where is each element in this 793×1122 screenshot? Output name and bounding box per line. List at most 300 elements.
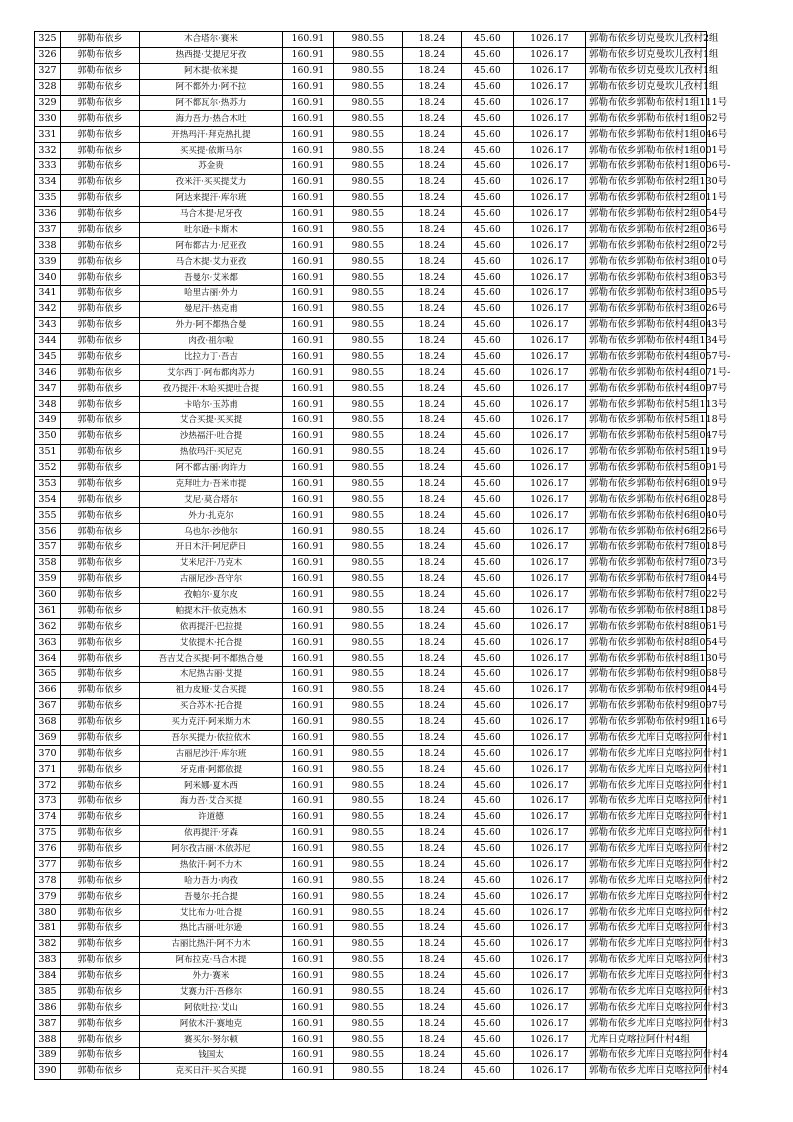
value-cell: 18.24 xyxy=(403,63,462,79)
township-cell: 郭勒布依乡 xyxy=(61,524,140,540)
table-row xyxy=(35,413,707,429)
value-cell: 45.60 xyxy=(462,317,514,333)
township-cell: 郭勒布依乡 xyxy=(61,794,140,810)
value-cell: 160.91 xyxy=(283,206,334,222)
value-cell: 980.55 xyxy=(334,936,403,952)
table-row xyxy=(35,397,707,413)
row-number: 362 xyxy=(35,619,61,635)
township-cell: 郭勒布依乡 xyxy=(61,555,140,571)
value-cell: 18.24 xyxy=(403,1063,462,1079)
township-cell: 郭勒布依乡 xyxy=(61,809,140,825)
address-cell: 郭勒布依乡尤库日克喀拉阿什村3 xyxy=(586,952,707,968)
township-cell: 郭勒布依乡 xyxy=(61,857,140,873)
row-number: 344 xyxy=(35,333,61,349)
name-cell: 热依汗·阿不力木 xyxy=(140,857,283,873)
value-cell: 1026.17 xyxy=(514,381,586,397)
value-cell: 160.91 xyxy=(283,365,334,381)
address-cell: 郭勒布依乡切克曼坎儿孜村2组 xyxy=(586,32,707,48)
value-cell: 1026.17 xyxy=(514,238,586,254)
row-number: 376 xyxy=(35,841,61,857)
table-row xyxy=(35,873,707,889)
table-row xyxy=(35,428,707,444)
name-cell: 热西提·艾提尼牙孜 xyxy=(140,47,283,63)
value-cell: 45.60 xyxy=(462,79,514,95)
value-cell: 980.55 xyxy=(334,841,403,857)
row-number: 335 xyxy=(35,190,61,206)
township-cell: 郭勒布依乡 xyxy=(61,222,140,238)
township-cell: 郭勒布依乡 xyxy=(61,143,140,159)
value-cell: 160.91 xyxy=(283,936,334,952)
value-cell: 980.55 xyxy=(334,270,403,286)
township-cell: 郭勒布依乡 xyxy=(61,79,140,95)
row-number: 390 xyxy=(35,1063,61,1079)
value-cell: 45.60 xyxy=(462,174,514,190)
value-cell: 45.60 xyxy=(462,809,514,825)
value-cell: 980.55 xyxy=(334,984,403,1000)
value-cell: 18.24 xyxy=(403,635,462,651)
township-cell: 郭勒布依乡 xyxy=(61,301,140,317)
value-cell: 160.91 xyxy=(283,968,334,984)
value-cell: 45.60 xyxy=(462,746,514,762)
value-cell: 980.55 xyxy=(334,921,403,937)
township-cell: 郭勒布依乡 xyxy=(61,47,140,63)
value-cell: 45.60 xyxy=(462,206,514,222)
township-cell: 郭勒布依乡 xyxy=(61,682,140,698)
value-cell: 45.60 xyxy=(462,936,514,952)
name-cell: 阿布拉克·马合木提 xyxy=(140,952,283,968)
township-cell: 郭勒布依乡 xyxy=(61,889,140,905)
row-number: 354 xyxy=(35,492,61,508)
value-cell: 980.55 xyxy=(334,762,403,778)
row-number: 383 xyxy=(35,952,61,968)
value-cell: 1026.17 xyxy=(514,317,586,333)
value-cell: 1026.17 xyxy=(514,936,586,952)
value-cell: 1026.17 xyxy=(514,174,586,190)
table-row xyxy=(35,492,707,508)
value-cell: 18.24 xyxy=(403,619,462,635)
address-cell: 郭勒布依乡郭勒布依村9组097号 xyxy=(586,698,707,714)
value-cell: 160.91 xyxy=(283,79,334,95)
name-cell: 克拜吐力·吾米市提 xyxy=(140,476,283,492)
table-row xyxy=(35,1000,707,1016)
name-cell: 钱国太 xyxy=(140,1048,283,1064)
row-number: 364 xyxy=(35,651,61,667)
value-cell: 1026.17 xyxy=(514,270,586,286)
address-cell: 郭勒布依乡郭勒布依村4组134号 xyxy=(586,333,707,349)
value-cell: 1026.17 xyxy=(514,1048,586,1064)
value-cell: 45.60 xyxy=(462,333,514,349)
value-cell: 45.60 xyxy=(462,841,514,857)
value-cell: 160.91 xyxy=(283,921,334,937)
value-cell: 18.24 xyxy=(403,301,462,317)
table-row xyxy=(35,159,707,175)
name-cell: 苏金贵 xyxy=(140,159,283,175)
value-cell: 45.60 xyxy=(462,32,514,48)
value-cell: 18.24 xyxy=(403,79,462,95)
value-cell: 1026.17 xyxy=(514,111,586,127)
value-cell: 160.91 xyxy=(283,444,334,460)
value-cell: 980.55 xyxy=(334,667,403,683)
township-cell: 郭勒布依乡 xyxy=(61,1016,140,1032)
address-cell: 郭勒布依乡郭勒布依村7组022号 xyxy=(586,587,707,603)
table-row xyxy=(35,968,707,984)
value-cell: 45.60 xyxy=(462,524,514,540)
value-cell: 980.55 xyxy=(334,524,403,540)
address-cell: 郭勒布依乡尤库日克喀拉阿什村2 xyxy=(586,889,707,905)
address-cell: 郭勒布依乡切克曼坎儿孜村1组 xyxy=(586,79,707,95)
row-number: 346 xyxy=(35,365,61,381)
value-cell: 980.55 xyxy=(334,571,403,587)
value-cell: 1026.17 xyxy=(514,540,586,556)
township-cell: 郭勒布依乡 xyxy=(61,317,140,333)
value-cell: 1026.17 xyxy=(514,619,586,635)
address-cell: 郭勒布依乡郭勒布依村7组018号 xyxy=(586,540,707,556)
row-number: 336 xyxy=(35,206,61,222)
table-row xyxy=(35,936,707,952)
value-cell: 1026.17 xyxy=(514,508,586,524)
table-row xyxy=(35,47,707,63)
value-cell: 18.24 xyxy=(403,47,462,63)
value-cell: 1026.17 xyxy=(514,444,586,460)
name-cell: 外力·扎克尔 xyxy=(140,508,283,524)
value-cell: 980.55 xyxy=(334,857,403,873)
name-cell: 马合木提·艾力亚孜 xyxy=(140,254,283,270)
table-row xyxy=(35,825,707,841)
township-cell: 郭勒布依乡 xyxy=(61,174,140,190)
value-cell: 1026.17 xyxy=(514,762,586,778)
address-cell: 郭勒布依乡郭勒布依村2组011号 xyxy=(586,190,707,206)
address-cell: 郭勒布依乡郭勒布依村3组095号 xyxy=(586,286,707,302)
table-row xyxy=(35,540,707,556)
name-cell: 吾吉艾合买提·阿不都热合曼 xyxy=(140,651,283,667)
value-cell: 980.55 xyxy=(334,159,403,175)
name-cell: 艾尔西丁·阿布都肉苏力 xyxy=(140,365,283,381)
value-cell: 980.55 xyxy=(334,1032,403,1048)
value-cell: 980.55 xyxy=(334,698,403,714)
address-cell: 郭勒布依乡郭勒布依村8组054号 xyxy=(586,635,707,651)
address-cell: 郭勒布依乡切克曼坎儿孜村1组 xyxy=(586,63,707,79)
address-cell: 郭勒布依乡郭勒布依村1组111号 xyxy=(586,95,707,111)
value-cell: 160.91 xyxy=(283,397,334,413)
value-cell: 980.55 xyxy=(334,714,403,730)
value-cell: 45.60 xyxy=(462,651,514,667)
value-cell: 1026.17 xyxy=(514,905,586,921)
address-cell: 郭勒布依乡郭勒布依村4组057号- xyxy=(586,349,707,365)
table-row xyxy=(35,254,707,270)
value-cell: 980.55 xyxy=(334,254,403,270)
address-cell: 郭勒布依乡尤库日克喀拉阿什村1 xyxy=(586,730,707,746)
name-cell: 吾曼尔·艾米都 xyxy=(140,270,283,286)
name-cell: 吾曼尔·托合提 xyxy=(140,889,283,905)
value-cell: 1026.17 xyxy=(514,206,586,222)
address-cell: 郭勒布依乡切克曼坎儿孜村1组 xyxy=(586,47,707,63)
value-cell: 1026.17 xyxy=(514,1000,586,1016)
row-number: 325 xyxy=(35,32,61,48)
value-cell: 160.91 xyxy=(283,841,334,857)
township-cell: 郭勒布依乡 xyxy=(61,1048,140,1064)
value-cell: 45.60 xyxy=(462,619,514,635)
address-cell: 郭勒布依乡郭勒布依村3组026号 xyxy=(586,301,707,317)
address-cell: 郭勒布依乡郭勒布依村1组006号- xyxy=(586,159,707,175)
row-number: 332 xyxy=(35,143,61,159)
township-cell: 郭勒布依乡 xyxy=(61,159,140,175)
value-cell: 160.91 xyxy=(283,762,334,778)
value-cell: 18.24 xyxy=(403,1000,462,1016)
table-row xyxy=(35,444,707,460)
value-cell: 1026.17 xyxy=(514,651,586,667)
value-cell: 18.24 xyxy=(403,492,462,508)
township-cell: 郭勒布依乡 xyxy=(61,730,140,746)
value-cell: 980.55 xyxy=(334,286,403,302)
value-cell: 18.24 xyxy=(403,1016,462,1032)
row-number: 374 xyxy=(35,809,61,825)
address-cell: 郭勒布依乡郭勒布依村5组113号 xyxy=(586,397,707,413)
value-cell: 160.91 xyxy=(283,1016,334,1032)
name-cell: 古丽比热汗·阿不力木 xyxy=(140,936,283,952)
name-cell: 开热玛汗·拜克热扎提 xyxy=(140,127,283,143)
value-cell: 980.55 xyxy=(334,492,403,508)
table-row xyxy=(35,1016,707,1032)
value-cell: 160.91 xyxy=(283,317,334,333)
address-cell: 郭勒布依乡尤库日克喀拉阿什村1 xyxy=(586,778,707,794)
table-row xyxy=(35,809,707,825)
township-cell: 郭勒布依乡 xyxy=(61,873,140,889)
value-cell: 160.91 xyxy=(283,603,334,619)
value-cell: 980.55 xyxy=(334,444,403,460)
value-cell: 1026.17 xyxy=(514,143,586,159)
township-cell: 郭勒布依乡 xyxy=(61,95,140,111)
address-cell: 郭勒布依乡尤库日克喀拉阿什村2 xyxy=(586,841,707,857)
value-cell: 18.24 xyxy=(403,127,462,143)
row-number: 366 xyxy=(35,682,61,698)
value-cell: 1026.17 xyxy=(514,555,586,571)
value-cell: 980.55 xyxy=(334,682,403,698)
value-cell: 18.24 xyxy=(403,397,462,413)
value-cell: 160.91 xyxy=(283,1048,334,1064)
value-cell: 160.91 xyxy=(283,952,334,968)
value-cell: 980.55 xyxy=(334,460,403,476)
value-cell: 45.60 xyxy=(462,301,514,317)
township-cell: 郭勒布依乡 xyxy=(61,825,140,841)
value-cell: 18.24 xyxy=(403,444,462,460)
name-cell: 海力吾力·热合木吐 xyxy=(140,111,283,127)
address-cell: 郭勒布依乡尤库日克喀拉阿什村1 xyxy=(586,825,707,841)
table-row xyxy=(35,921,707,937)
value-cell: 18.24 xyxy=(403,95,462,111)
township-cell: 郭勒布依乡 xyxy=(61,444,140,460)
value-cell: 18.24 xyxy=(403,1032,462,1048)
value-cell: 18.24 xyxy=(403,143,462,159)
value-cell: 980.55 xyxy=(334,587,403,603)
value-cell: 18.24 xyxy=(403,730,462,746)
value-cell: 980.55 xyxy=(334,508,403,524)
row-number: 333 xyxy=(35,159,61,175)
value-cell: 1026.17 xyxy=(514,365,586,381)
name-cell: 比拉力丁·吾吉 xyxy=(140,349,283,365)
value-cell: 1026.17 xyxy=(514,873,586,889)
name-cell: 古丽尼沙·吾守尔 xyxy=(140,571,283,587)
value-cell: 45.60 xyxy=(462,1048,514,1064)
value-cell: 45.60 xyxy=(462,968,514,984)
table-row xyxy=(35,460,707,476)
address-cell: 郭勒布依乡郭勒布依村1组046号 xyxy=(586,127,707,143)
table-row xyxy=(35,952,707,968)
name-cell: 外力·阿不都热合曼 xyxy=(140,317,283,333)
value-cell: 980.55 xyxy=(334,63,403,79)
table-row xyxy=(35,286,707,302)
value-cell: 18.24 xyxy=(403,555,462,571)
value-cell: 1026.17 xyxy=(514,730,586,746)
value-cell: 1026.17 xyxy=(514,984,586,1000)
name-cell: 孜乃提汗·木哈买提吐合提 xyxy=(140,381,283,397)
value-cell: 160.91 xyxy=(283,95,334,111)
table-row xyxy=(35,1032,707,1048)
township-cell: 郭勒布依乡 xyxy=(61,984,140,1000)
address-cell: 郭勒布依乡郭勒布依村7组044号 xyxy=(586,571,707,587)
name-cell: 沙热福汗·吐合提 xyxy=(140,428,283,444)
value-cell: 160.91 xyxy=(283,143,334,159)
value-cell: 45.60 xyxy=(462,365,514,381)
name-cell: 哈里古丽·外力 xyxy=(140,286,283,302)
township-cell: 郭勒布依乡 xyxy=(61,952,140,968)
value-cell: 45.60 xyxy=(462,381,514,397)
value-cell: 980.55 xyxy=(334,889,403,905)
value-cell: 160.91 xyxy=(283,651,334,667)
value-cell: 160.91 xyxy=(283,984,334,1000)
table-row xyxy=(35,206,707,222)
value-cell: 160.91 xyxy=(283,635,334,651)
value-cell: 980.55 xyxy=(334,1048,403,1064)
value-cell: 980.55 xyxy=(334,333,403,349)
table-row xyxy=(35,174,707,190)
value-cell: 18.24 xyxy=(403,460,462,476)
address-cell: 郭勒布依乡郭勒布依村9组044号 xyxy=(586,682,707,698)
row-number: 330 xyxy=(35,111,61,127)
row-number: 355 xyxy=(35,508,61,524)
value-cell: 980.55 xyxy=(334,873,403,889)
value-cell: 18.24 xyxy=(403,921,462,937)
value-cell: 980.55 xyxy=(334,778,403,794)
row-number: 341 xyxy=(35,286,61,302)
address-cell: 郭勒布依乡尤库日克喀拉阿什村2 xyxy=(586,905,707,921)
table-row xyxy=(35,95,707,111)
value-cell: 18.24 xyxy=(403,778,462,794)
value-cell: 18.24 xyxy=(403,190,462,206)
value-cell: 18.24 xyxy=(403,682,462,698)
value-cell: 18.24 xyxy=(403,159,462,175)
row-number: 342 xyxy=(35,301,61,317)
name-cell: 古丽尼沙汗·库尔班 xyxy=(140,746,283,762)
row-number: 369 xyxy=(35,730,61,746)
address-cell: 郭勒布依乡郭勒布依村6组019号 xyxy=(586,476,707,492)
value-cell: 18.24 xyxy=(403,794,462,810)
table-row xyxy=(35,222,707,238)
value-cell: 980.55 xyxy=(334,540,403,556)
value-cell: 980.55 xyxy=(334,111,403,127)
township-cell: 郭勒布依乡 xyxy=(61,698,140,714)
name-cell: 克买日汗·买合买提 xyxy=(140,1063,283,1079)
table-body xyxy=(35,32,731,1080)
township-cell: 郭勒布依乡 xyxy=(61,127,140,143)
table-row xyxy=(35,905,707,921)
value-cell: 45.60 xyxy=(462,714,514,730)
township-cell: 郭勒布依乡 xyxy=(61,762,140,778)
name-cell: 阿依吐拉·艾山 xyxy=(140,1000,283,1016)
value-cell: 1026.17 xyxy=(514,571,586,587)
value-cell: 1026.17 xyxy=(514,492,586,508)
value-cell: 1026.17 xyxy=(514,667,586,683)
value-cell: 1026.17 xyxy=(514,825,586,841)
name-cell: 开日木汗·阿尼萨日 xyxy=(140,540,283,556)
value-cell: 160.91 xyxy=(283,1000,334,1016)
value-cell: 18.24 xyxy=(403,762,462,778)
value-cell: 18.24 xyxy=(403,286,462,302)
value-cell: 1026.17 xyxy=(514,682,586,698)
value-cell: 160.91 xyxy=(283,111,334,127)
name-cell: 卡哈尔·玉苏甫 xyxy=(140,397,283,413)
value-cell: 45.60 xyxy=(462,873,514,889)
value-cell: 45.60 xyxy=(462,508,514,524)
table-row xyxy=(35,1048,707,1064)
name-cell: 阿木提·依米提 xyxy=(140,63,283,79)
value-cell: 980.55 xyxy=(334,619,403,635)
value-cell: 160.91 xyxy=(283,127,334,143)
value-cell: 980.55 xyxy=(334,730,403,746)
table-row xyxy=(35,381,707,397)
township-cell: 郭勒布依乡 xyxy=(61,254,140,270)
value-cell: 160.91 xyxy=(283,555,334,571)
township-cell: 郭勒布依乡 xyxy=(61,778,140,794)
row-number: 331 xyxy=(35,127,61,143)
row-number: 345 xyxy=(35,349,61,365)
row-number: 385 xyxy=(35,984,61,1000)
name-cell: 赛买尔·努尔顿 xyxy=(140,1032,283,1048)
value-cell: 45.60 xyxy=(462,857,514,873)
value-cell: 45.60 xyxy=(462,555,514,571)
table-row xyxy=(35,524,707,540)
value-cell: 980.55 xyxy=(334,1000,403,1016)
name-cell: 热依玛汗·买尼克 xyxy=(140,444,283,460)
value-cell: 980.55 xyxy=(334,968,403,984)
value-cell: 160.91 xyxy=(283,809,334,825)
township-cell: 郭勒布依乡 xyxy=(61,111,140,127)
township-cell: 郭勒布依乡 xyxy=(61,270,140,286)
value-cell: 18.24 xyxy=(403,984,462,1000)
row-number: 329 xyxy=(35,95,61,111)
table-row xyxy=(35,794,707,810)
table-row xyxy=(35,476,707,492)
address-cell: 郭勒布依乡郭勒布依村5组118号 xyxy=(586,413,707,429)
value-cell: 980.55 xyxy=(334,317,403,333)
value-cell: 1026.17 xyxy=(514,159,586,175)
value-cell: 980.55 xyxy=(334,1063,403,1079)
value-cell: 1026.17 xyxy=(514,286,586,302)
row-number: 359 xyxy=(35,571,61,587)
value-cell: 18.24 xyxy=(403,238,462,254)
address-cell: 郭勒布依乡尤库日克喀拉阿什村1 xyxy=(586,809,707,825)
value-cell: 160.91 xyxy=(283,524,334,540)
value-cell: 18.24 xyxy=(403,841,462,857)
name-cell: 阿不都外力·阿不拉 xyxy=(140,79,283,95)
value-cell: 45.60 xyxy=(462,682,514,698)
table-row xyxy=(35,778,707,794)
row-number: 360 xyxy=(35,587,61,603)
address-cell: 郭勒布依乡尤库日克喀拉阿什村2 xyxy=(586,857,707,873)
value-cell: 980.55 xyxy=(334,794,403,810)
name-cell: 阿尔孜古丽·木依苏尼 xyxy=(140,841,283,857)
value-cell: 45.60 xyxy=(462,1000,514,1016)
value-cell: 18.24 xyxy=(403,905,462,921)
